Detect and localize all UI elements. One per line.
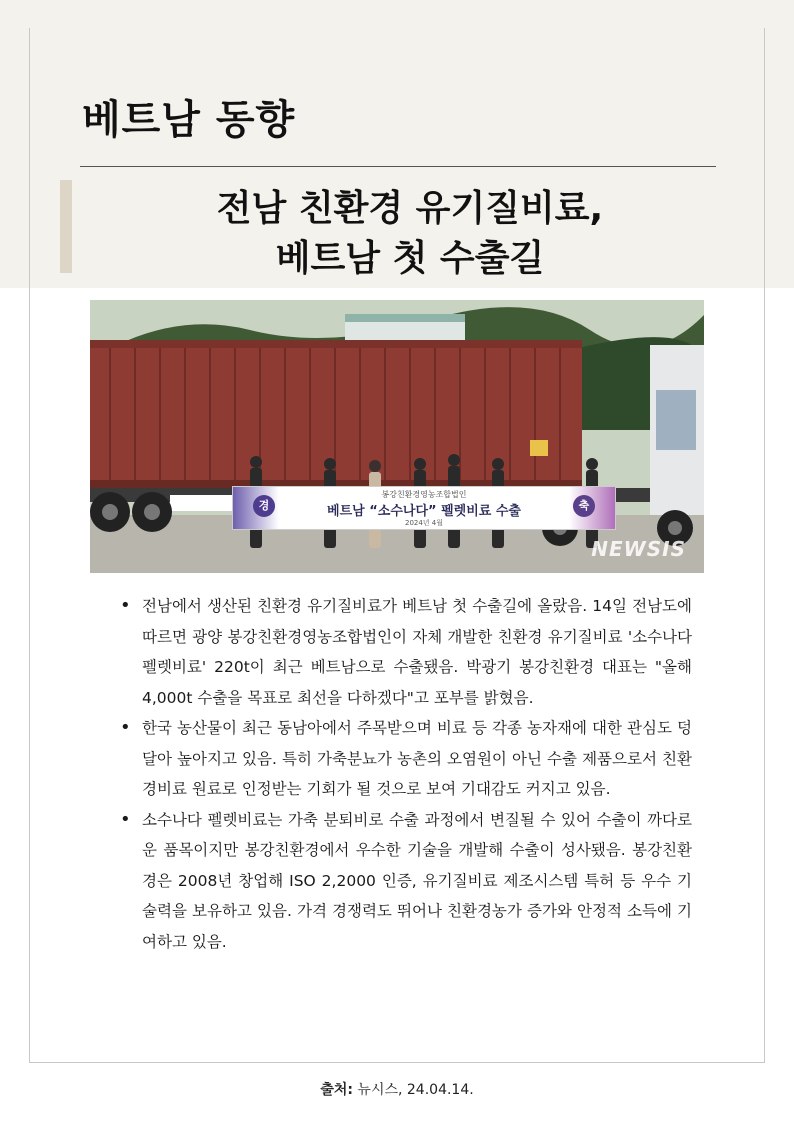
bullet-item-2: • 한국 농산물이 최근 동남아에서 주목받으며 비료 등 각종 농자재에 대한 관심도 덩달아 높아지고 있음. 특히 가축분뇨가 농촌의 오염원이 아닌 수출 제품으로서 친환경비료 원료로 인정받는 기회가 될 것으로 보여 기대감도 커지고 있음. <box>118 713 692 805</box>
banner-date: 2024년 4월 <box>404 519 444 527</box>
section-title: 베트남 동향 <box>82 97 296 143</box>
ceremony-banner <box>232 486 616 530</box>
divider <box>80 166 716 167</box>
banner-left-mark: 경 <box>253 495 275 517</box>
source-line <box>0 1079 794 1099</box>
headline-line-1: 전남 친환경 유기질비료, <box>216 188 604 229</box>
source-label: 출처: <box>320 1082 353 1098</box>
article-bullets <box>118 591 692 957</box>
source-text: 뉴시스, 24.04.14. <box>352 1082 474 1098</box>
headline <box>150 184 670 284</box>
banner-org: 봉강친환경영농조합법인 <box>381 490 467 499</box>
banner-main-text: 베트남 “소수나다” 펠렛비료 수출 <box>327 504 521 519</box>
photo-watermark: NEWSIS <box>591 537 686 561</box>
headline-accent-bar <box>60 180 72 273</box>
news-photo <box>90 300 704 573</box>
bullet-item-1: • 전남에서 생산된 친환경 유기질비료가 베트남 첫 수출길에 올랐음. 14일 전남도에 따르면 광양 봉강친환경영농조합법인이 자체 개발한 친환경 유기질비료 '소수나다 펠렛비료' 220t이 최근 베트남으로 수출됐음. 박광기 봉강친환경 대표는 "올해 4,000t 수출을 목표로 최선을 다하겠다"고 포부를 밝혔음. <box>118 591 692 713</box>
banner-right-mark: 축 <box>573 495 595 517</box>
headline-line-2: 베트남 첫 수출길 <box>275 238 545 279</box>
photo-container-export-ceremony <box>90 300 704 573</box>
bullet-item-3: • 소수나다 펠렛비료는 가축 분퇴비로 수출 과정에서 변질될 수 있어 수출이 까다로운 품목이지만 봉강친환경에서 우수한 기술을 개발해 수출이 성사됐음. 봉강친환경은 2008년 창업해 ISO 2,2000 인증, 유기질비료 제조시스템 특허 등 우수 기술력을 보유하고 있음. 가격 경쟁력도 뛰어나 친환경농가 증가와 안정적 소득에 기여하고 있음. <box>118 805 692 958</box>
